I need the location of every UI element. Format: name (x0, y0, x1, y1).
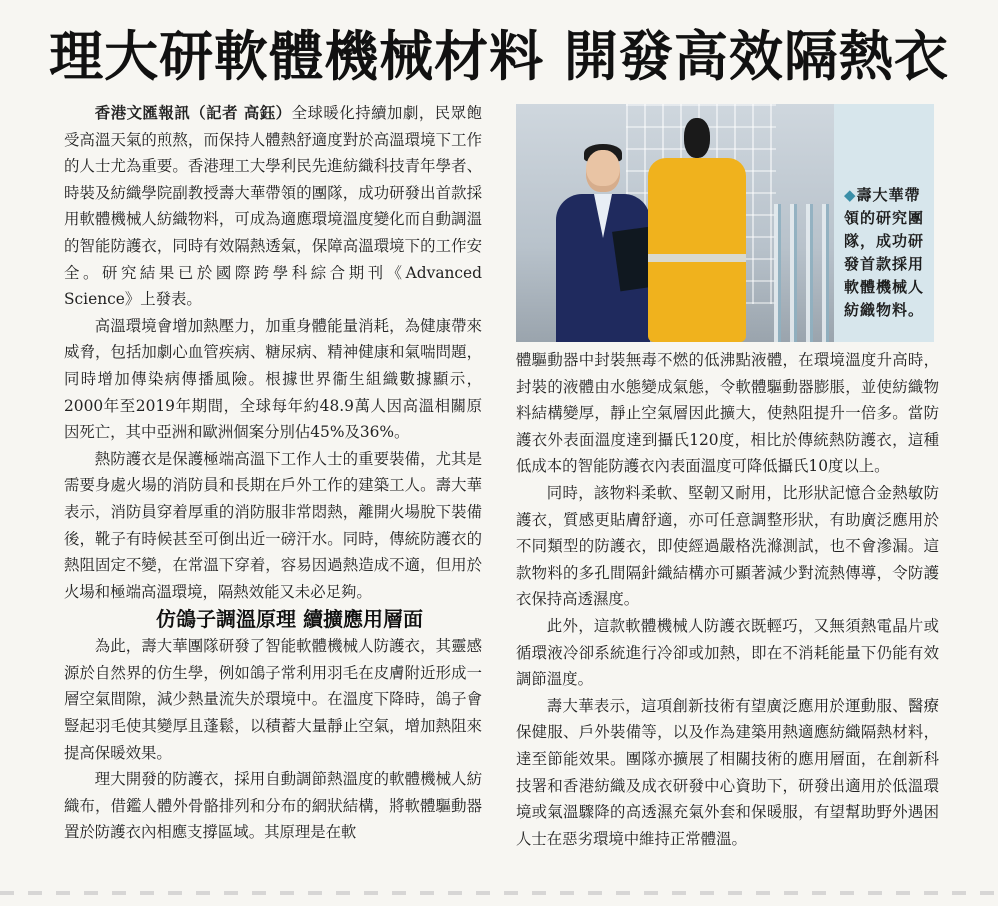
person-head (586, 150, 620, 192)
article-paragraph: 理大開發的防護衣，採用自動調節熱溫度的軟體機械人紡織布，借鑑人體外骨骼排列和分布的網狀結構，將軟體驅動器置於防護衣內相應支撐區域。其原理是在軟 (64, 770, 482, 842)
photo-with-caption (516, 104, 934, 342)
article-paragraph (64, 100, 482, 313)
protective-suit (648, 158, 746, 342)
lab-equipment (774, 204, 834, 342)
byline: 香港文匯報訊（記者 高鈺） (94, 104, 292, 122)
article-column-left (64, 100, 482, 846)
page-bottom-rule (0, 891, 998, 895)
caption-text: 壽大華帶領的研究團隊，成功研發首款採用軟體機械人紡織物料。 (844, 186, 925, 319)
diamond-icon: ◆ (844, 186, 857, 204)
section-subheading: 仿鴿子調溫原理 續擴應用層面 (156, 607, 423, 632)
article-column-right (516, 347, 939, 852)
reflective-stripe (648, 254, 746, 262)
article-paragraph: 熱防護衣是保護極端高溫下工作人士的重要裝備，尤其是需要身處火場的消防員和長期在戶外工作的建築工人。壽大華表示，消防員穿着厚重的消防服非常悶熱，離開火場脫下裝備後，靴子有時候甚至可倒出近一磅汗水。同時，傳統防護衣的熱阻固定不變，在常溫下穿着，容易因過熱造成不適，但用於火場和極端高溫環境，隔熱效能又未必足夠。 (64, 449, 482, 601)
article-paragraph: 同時，該物料柔軟、堅韌又耐用，比形狀記憶合金熱敏防護衣，質感更貼膚舒適，亦可任意調整形狀，有助廣泛應用於不同類型的防護衣，即使經過嚴格洗滌測試，也不會滲漏。這款物料的多孔間隔針織結構亦可顯著減少對流熱傳導，令防護衣保持高透濕度。 (516, 483, 939, 609)
article-headline: 理大研軟體機械材料 開發高效隔熱衣 (49, 25, 949, 88)
photo-caption (844, 184, 934, 322)
paragraph-text: 全球暖化持續加劇，民眾飽受高溫天氣的煎熬，而保持人體熱舒適度對於高溫環境下工作的人士尤為重要。香港理工大學利民先進紡織科技青年學者、時裝及紡織學院副教授壽大華帶領的團隊，成功研發出首款採用軟體機械人紡織物料，可成為適應環境溫度變化而自動調溫的智能防護衣，同時有效隔熱透氣，保障高溫環境下的工作安全。研究結果已於國際跨學科綜合期刊《Advanced Science》上發表。 (64, 104, 482, 309)
article-paragraph: 為此，壽大華團隊研發了智能軟體機械人防護衣，其靈感源於自然界的仿生學，例如鴿子常利用羽毛在皮膚附近形成一層空氣間隙，減少熱量流失於環境中。在溫度下降時，鴿子會豎起羽毛使其變厚且蓬鬆，以積蓄大量靜止空氣，增加熱阻來提高保暖效果。 (64, 637, 482, 762)
article-paragraph: 體驅動器中封裝無毒不燃的低沸點液體，在環境溫度升高時，封裝的液體由水態變成氣態，令軟體驅動器膨脹，並使紡織物料結構變厚，靜止空氣層因此擴大，使熱阻提升一倍多。當防護衣外表面溫度達到攝氏120度，相比於傳統熱防護衣，這種低成本的智能防護衣內表面溫度可降低攝氏10度以上。 (516, 351, 939, 476)
news-photo (516, 104, 834, 342)
mannequin-head (684, 118, 710, 158)
article-paragraph: 壽大華表示，這項創新技術有望廣泛應用於運動服、醫療保健服、戶外裝備等，以及作為建築用熱適應紡織隔熱材料，達至節能效果。團隊亦擴展了相關技術的應用層面，在創新科技署和香港紡織及成衣研發中心資助下，研發出適用於低溫環境或氣溫驟降的高透濕充氣外套和保暖服，有望幫助野外遇困人士在惡劣環境中維持正常體溫。 (516, 696, 939, 848)
article-paragraph: 此外，這款軟體機械人防護衣既輕巧，又無須熱電晶片或循環液冷卻系統進行冷卻或加熱，即在不消耗能量下仍能有效調節溫度。 (516, 616, 939, 689)
article-paragraph: 高溫環境會增加熱壓力，加重身體能量消耗，為健康帶來威脅，包括加劇心血管疾病、糖尿病、精神健康和氣喘問題，同時增加傳染病傳播風險。根據世界衞生組織數據顯示，2000年至2019年期間，全球每年約48.9萬人因高溫相關原因死亡，其中亞洲和歐洲個案分別佔45%及36%。 (64, 316, 482, 442)
